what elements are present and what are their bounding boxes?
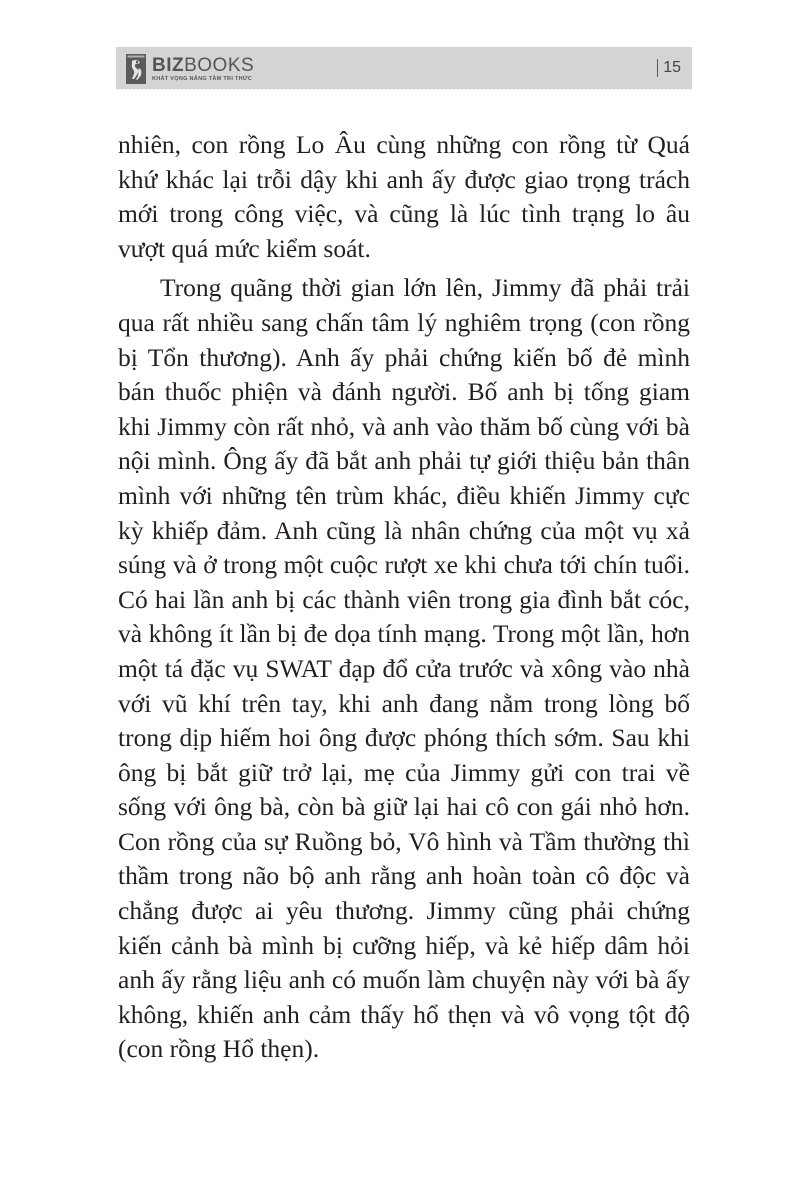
page-number-block (657, 47, 681, 89)
logo-wordmark (152, 56, 254, 83)
running-header (116, 47, 692, 89)
publisher-logo (126, 53, 254, 85)
brand-name (152, 56, 254, 75)
body-text (118, 128, 690, 1067)
brand-tagline: KHÁT VỌNG NÂNG TẦM TRI THỨC (152, 75, 253, 82)
page-number: 15 (663, 59, 681, 76)
book-figure-icon (126, 54, 146, 84)
brand-name-bold: BIZ (152, 54, 185, 76)
paragraph-jimmy-trauma: Trong quãng thời gian lớn lên, Jimmy đã phải trải qua rất nhiều sang chấn tâm lý nghiêm trọng (con rồng bị Tổn thương). Anh ấy phải chứng kiến bố đẻ mình bán thuốc phiện và đánh người. Bố anh bị tống giam khi Jimmy còn rất nhỏ, và anh vào thăm bố cùng với bà nội mình. Ông ấy đã bắt anh phải tự giới thiệu bản thân mình với những tên trùm khác, điều khiến Jimmy cực kỳ khiếp đảm. Anh cũng là nhân chứng của một vụ xả súng và ở trong một cuộc rượt xe khi chưa tới chín tuổi. Có hai lần anh bị các thành viên trong gia đình bắt cóc, và không ít lần bị đe dọa tính mạng. Trong một lần, hơn một tá đặc vụ SWAT đạp đổ cửa trước và xông vào nhà với vũ khí trên tay, khi anh đang nằm trong lòng bố trong dịp hiếm hoi ông được phóng thích sớm. Sau khi ông bị bắt giữ trở lại, mẹ của Jimmy gửi con trai về sống với ông bà, còn bà giữ lại hai cô con gái nhỏ hơn. Con rồng của sự Ruồng bỏ, Vô hình và Tầm thường thì thầm trong não bộ anh rằng anh hoàn toàn cô độc và chẳng được ai yêu thương. Jimmy cũng phải chứng kiến cảnh bà mình bị cưỡng hiếp, và kẻ hiếp dâm hỏi anh ấy rằng liệu anh có muốn làm chuyện này với bà ấy không, khiến anh cảm thấy hổ thẹn và vô vọng tột độ (con rồng Hổ thẹn). (118, 273, 690, 1064)
paragraph-continuation: nhiên, con rồng Lo Âu cùng những con rồng từ Quá khứ khác lại trỗi dậy khi anh ấy được giao trọng trách mới trong công việc, và cũng là lúc tình trạng lo âu vượt quá mức kiểm soát. (118, 130, 690, 263)
brand-name-light: BOOKS (184, 54, 255, 76)
page-number-divider (657, 59, 659, 77)
